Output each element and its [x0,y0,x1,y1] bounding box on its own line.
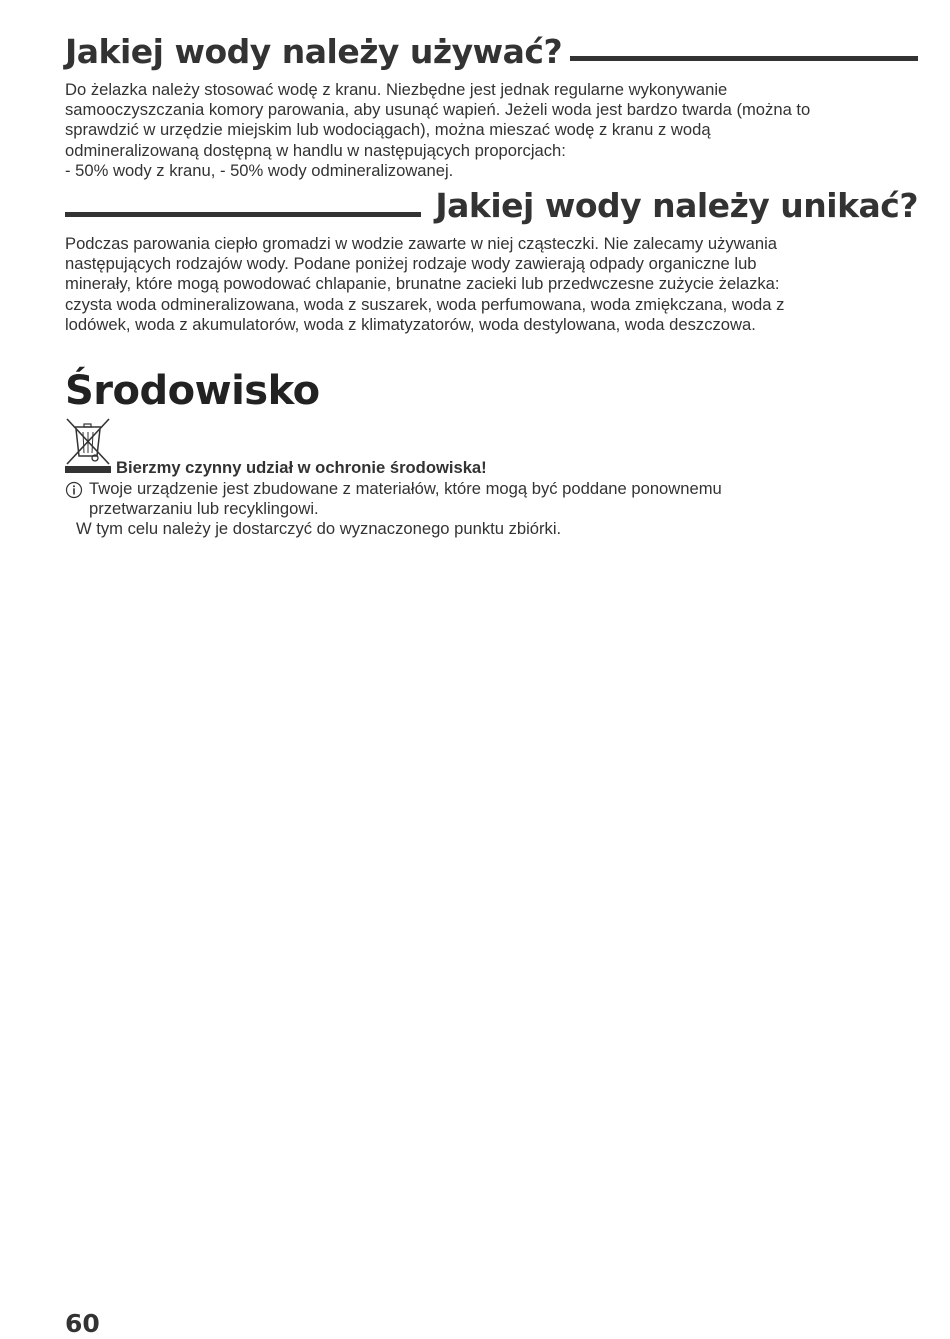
info-circle-icon [65,481,83,499]
heading-rule [570,56,918,61]
paragraph-line: następujących rodzajów wody. Podane poniżej rodzaje wody zawierają odpady organiczne lub [65,254,757,274]
heading-water-to-avoid: Jakiej wody należy unikać? [435,186,918,225]
paragraph-line: - 50% wody z kranu, - 50% wody odmineralizowanej. [65,160,454,180]
heading-water-to-use: Jakiej wody należy używać? [65,32,563,71]
paragraph-line: minerały, które mogą powodować chlapanie, brunatne zacieki lub przedwczesne zużycie żelazka: [65,274,780,294]
heading-water-to-use-row [65,32,918,72]
heading-rule [65,212,421,217]
paragraph-line: odmineralizowaną dostępną w handlu w następujących proporcjach: [65,140,566,160]
paragraph-line: czysta woda odmineralizowana, woda z suszarek, woda perfumowana, woda zmiękczana, woda z [65,294,785,314]
paragraph-water-to-use [65,80,905,181]
page-number: 60 [65,1309,100,1338]
environment-text-line-2: przetwarzaniu lub recyklingowi. [89,499,319,518]
environment-text-line-1: Twoje urządzenie jest zbudowane z materiałów, które mogą być poddane ponownemu [89,479,722,498]
paragraph-line: Do żelazka należy stosować wodę z kranu. Niezbędne jest jednak regularne wykonywanie [65,80,728,99]
environment-tagline: Bierzmy czynny udział w ochronie środowiska! [116,458,487,477]
crossed-out-wheelie-bin-icon [65,416,111,474]
paragraph-line: samooczyszczania komory parowania, aby usunąć wapień. Jeżeli woda jest bardzo twarda (można to [65,100,811,120]
paragraph-water-to-avoid [65,234,905,335]
paragraph-line: lodówek, woda z akumulatorów, woda z klimatyzatorów, woda destylowana, woda deszczowa. [65,314,756,334]
paragraph-line: Podczas parowania ciepło gromadzi w wodzie zawarte w niej cząsteczki. Nie zalecamy używania [65,234,777,253]
paragraph-line: sprawdzić w urzędzie miejskim lub wodociągach), można mieszać wodę z kranu z wodą [65,120,711,140]
environment-text-line-3: W tym celu należy je dostarczyć do wyznaczonego punktu zbiórki. [76,519,562,538]
heading-water-to-avoid-row [65,186,918,226]
environment-title: Środowisko [65,368,320,414]
